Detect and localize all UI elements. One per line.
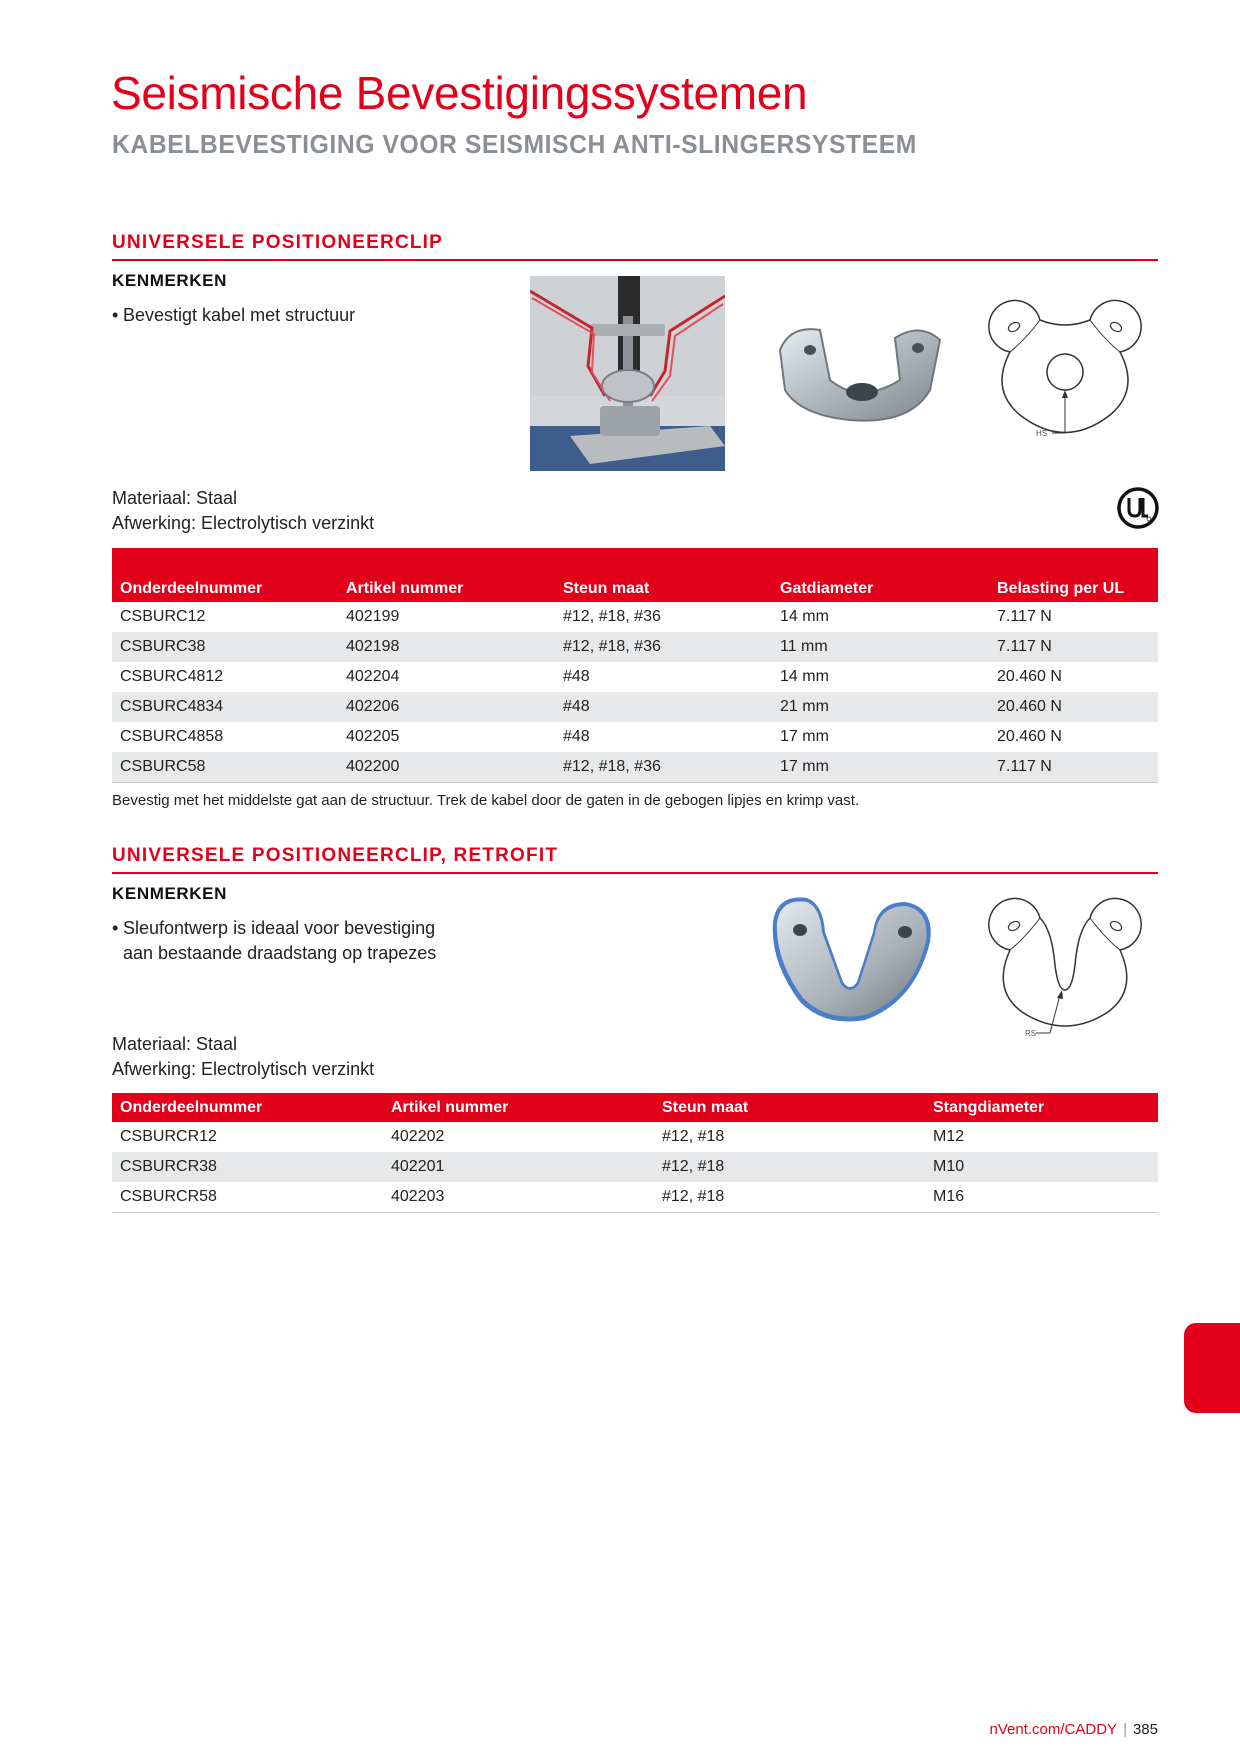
table-row — [112, 662, 1158, 692]
footer-separator: | — [1123, 1721, 1127, 1738]
table-cell: 402204 — [346, 668, 400, 685]
table-cell: M10 — [925, 1152, 1158, 1182]
finish-text: Afwerking: Electrolytisch verzinkt — [112, 513, 375, 533]
column-header: Onderdeelnummer — [112, 548, 338, 602]
table-cell: 11 mm — [772, 632, 989, 662]
table-cell: CSBURCR58 — [112, 1182, 383, 1213]
table-cell: #12, #18, #36 — [555, 632, 772, 662]
page-footer — [990, 1721, 1159, 1738]
material-text: Materiaal: Staal — [112, 1034, 238, 1054]
table-cell: CSBURC38 — [112, 632, 338, 662]
table-cell: #12, #18 — [654, 1182, 925, 1213]
table-cell: #12, #18 — [654, 1152, 925, 1182]
bullet-dot: • — [112, 305, 119, 325]
table-cell: 17 mm — [780, 728, 829, 745]
page-subtitle: KABELBEVESTIGING VOOR SEISMISCH ANTI-SLINGERSYSTEEM — [112, 129, 917, 159]
table-cell: CSBURC4812 — [120, 668, 224, 685]
table-cell: 7.117 N — [989, 632, 1158, 662]
column-header: Artikel nummer — [383, 1093, 654, 1122]
material-text: Materiaal: Staal — [112, 488, 238, 508]
table-cell: CSBURC58 — [112, 752, 338, 783]
column-header: Onderdeelnummer — [112, 1093, 383, 1122]
feature-bullet: • Sleufontwerp is ideaal voor bevestiging aan bestaande draadstang op trapezes — [112, 918, 437, 963]
section-heading-positioneerclip: UNIVERSELE POSITIONEERCLIP — [112, 232, 1158, 261]
bullet-dot: • — [112, 918, 119, 938]
table-cell: 21 mm — [772, 692, 989, 722]
table-cell: 402203 — [383, 1182, 654, 1213]
spec-table-positioneerclip — [112, 548, 1158, 783]
table-cell: CSBURC4834 — [112, 692, 338, 722]
column-header: Stangdiameter — [925, 1093, 1158, 1122]
table-cell: 7.117 N — [989, 752, 1158, 783]
table-cell: 402205 — [346, 728, 400, 745]
table-row — [112, 632, 1158, 662]
table-row — [112, 1122, 1158, 1152]
table-cell: 402202 — [391, 1128, 445, 1145]
features-label: KENMERKEN — [112, 271, 227, 290]
table-row — [112, 602, 1158, 632]
feature-bullet: • Bevestigt kabel met structuur — [112, 303, 355, 328]
installation-note: Bevestig met het middelste gat aan de structuur. Trek de kabel door de gaten in de gebogen lipjes en krimp vast. — [112, 792, 860, 809]
column-header: Steun maat — [555, 548, 772, 602]
diagram-label-rs: RS — [1025, 1029, 1037, 1038]
table-cell: 14 mm — [780, 608, 829, 625]
table-cell: 20.460 N — [997, 668, 1062, 685]
table-cell: CSBURCR12 — [120, 1128, 217, 1145]
table-cell: M12 — [933, 1128, 965, 1145]
table-cell: 20.460 N — [997, 728, 1062, 745]
table-cell: CSBURCR38 — [112, 1152, 383, 1182]
table-cell: 7.117 N — [997, 608, 1052, 625]
installation-photo — [530, 276, 725, 471]
table-cell: 14 mm — [780, 668, 829, 685]
table-cell: #48 — [563, 668, 590, 685]
column-header: Belasting per UL — [989, 548, 1158, 602]
table-cell: CSBURC12 — [120, 608, 206, 625]
table-cell: 20.460 N — [989, 692, 1158, 722]
ul-certification-icon — [1116, 486, 1160, 530]
table-cell: 402200 — [338, 752, 555, 783]
column-header: Gatdiameter — [772, 548, 989, 602]
table-row — [112, 722, 1158, 752]
clip-product-photo — [770, 320, 950, 430]
table-row — [112, 692, 1158, 722]
table-cell: #12, #18, #36 — [563, 608, 661, 625]
section-heading-retrofit: UNIVERSELE POSITIONEERCLIP, RETROFIT — [112, 845, 1158, 874]
table-cell: 402198 — [338, 632, 555, 662]
column-header: Steun maat — [654, 1093, 925, 1122]
table-cell: M16 — [925, 1182, 1158, 1213]
table-cell: CSBURC4858 — [120, 728, 224, 745]
chapter-tab — [1184, 1323, 1240, 1413]
retrofit-technical-drawing — [980, 890, 1150, 1040]
page-title: Seismische Bevestigingssystemen — [111, 67, 808, 119]
table-cell: 402206 — [338, 692, 555, 722]
table-cell: #48 — [555, 692, 772, 722]
spec-table-retrofit — [112, 1093, 1158, 1213]
features-label: KENMERKEN — [112, 884, 227, 903]
retrofit-product-photo — [765, 892, 940, 1027]
table-row — [112, 752, 1158, 783]
footer-link[interactable]: nVent.com/CADDY — [989, 1721, 1118, 1738]
table-cell: 402199 — [346, 608, 400, 625]
table-cell: 402201 — [383, 1152, 654, 1182]
clip-technical-drawing — [980, 290, 1150, 440]
column-header: Artikel nummer — [338, 548, 555, 602]
table-row — [112, 1152, 1158, 1182]
table-row — [112, 1182, 1158, 1213]
table-cell: 17 mm — [772, 752, 989, 783]
table-cell: #12, #18, #36 — [555, 752, 772, 783]
diagram-label-hs: HS — [1036, 429, 1048, 438]
table-cell: #48 — [563, 728, 590, 745]
finish-text: Afwerking: Electrolytisch verzinkt — [112, 1059, 375, 1079]
table-cell: #12, #18 — [662, 1128, 725, 1145]
page-number: 385 — [1132, 1721, 1158, 1738]
